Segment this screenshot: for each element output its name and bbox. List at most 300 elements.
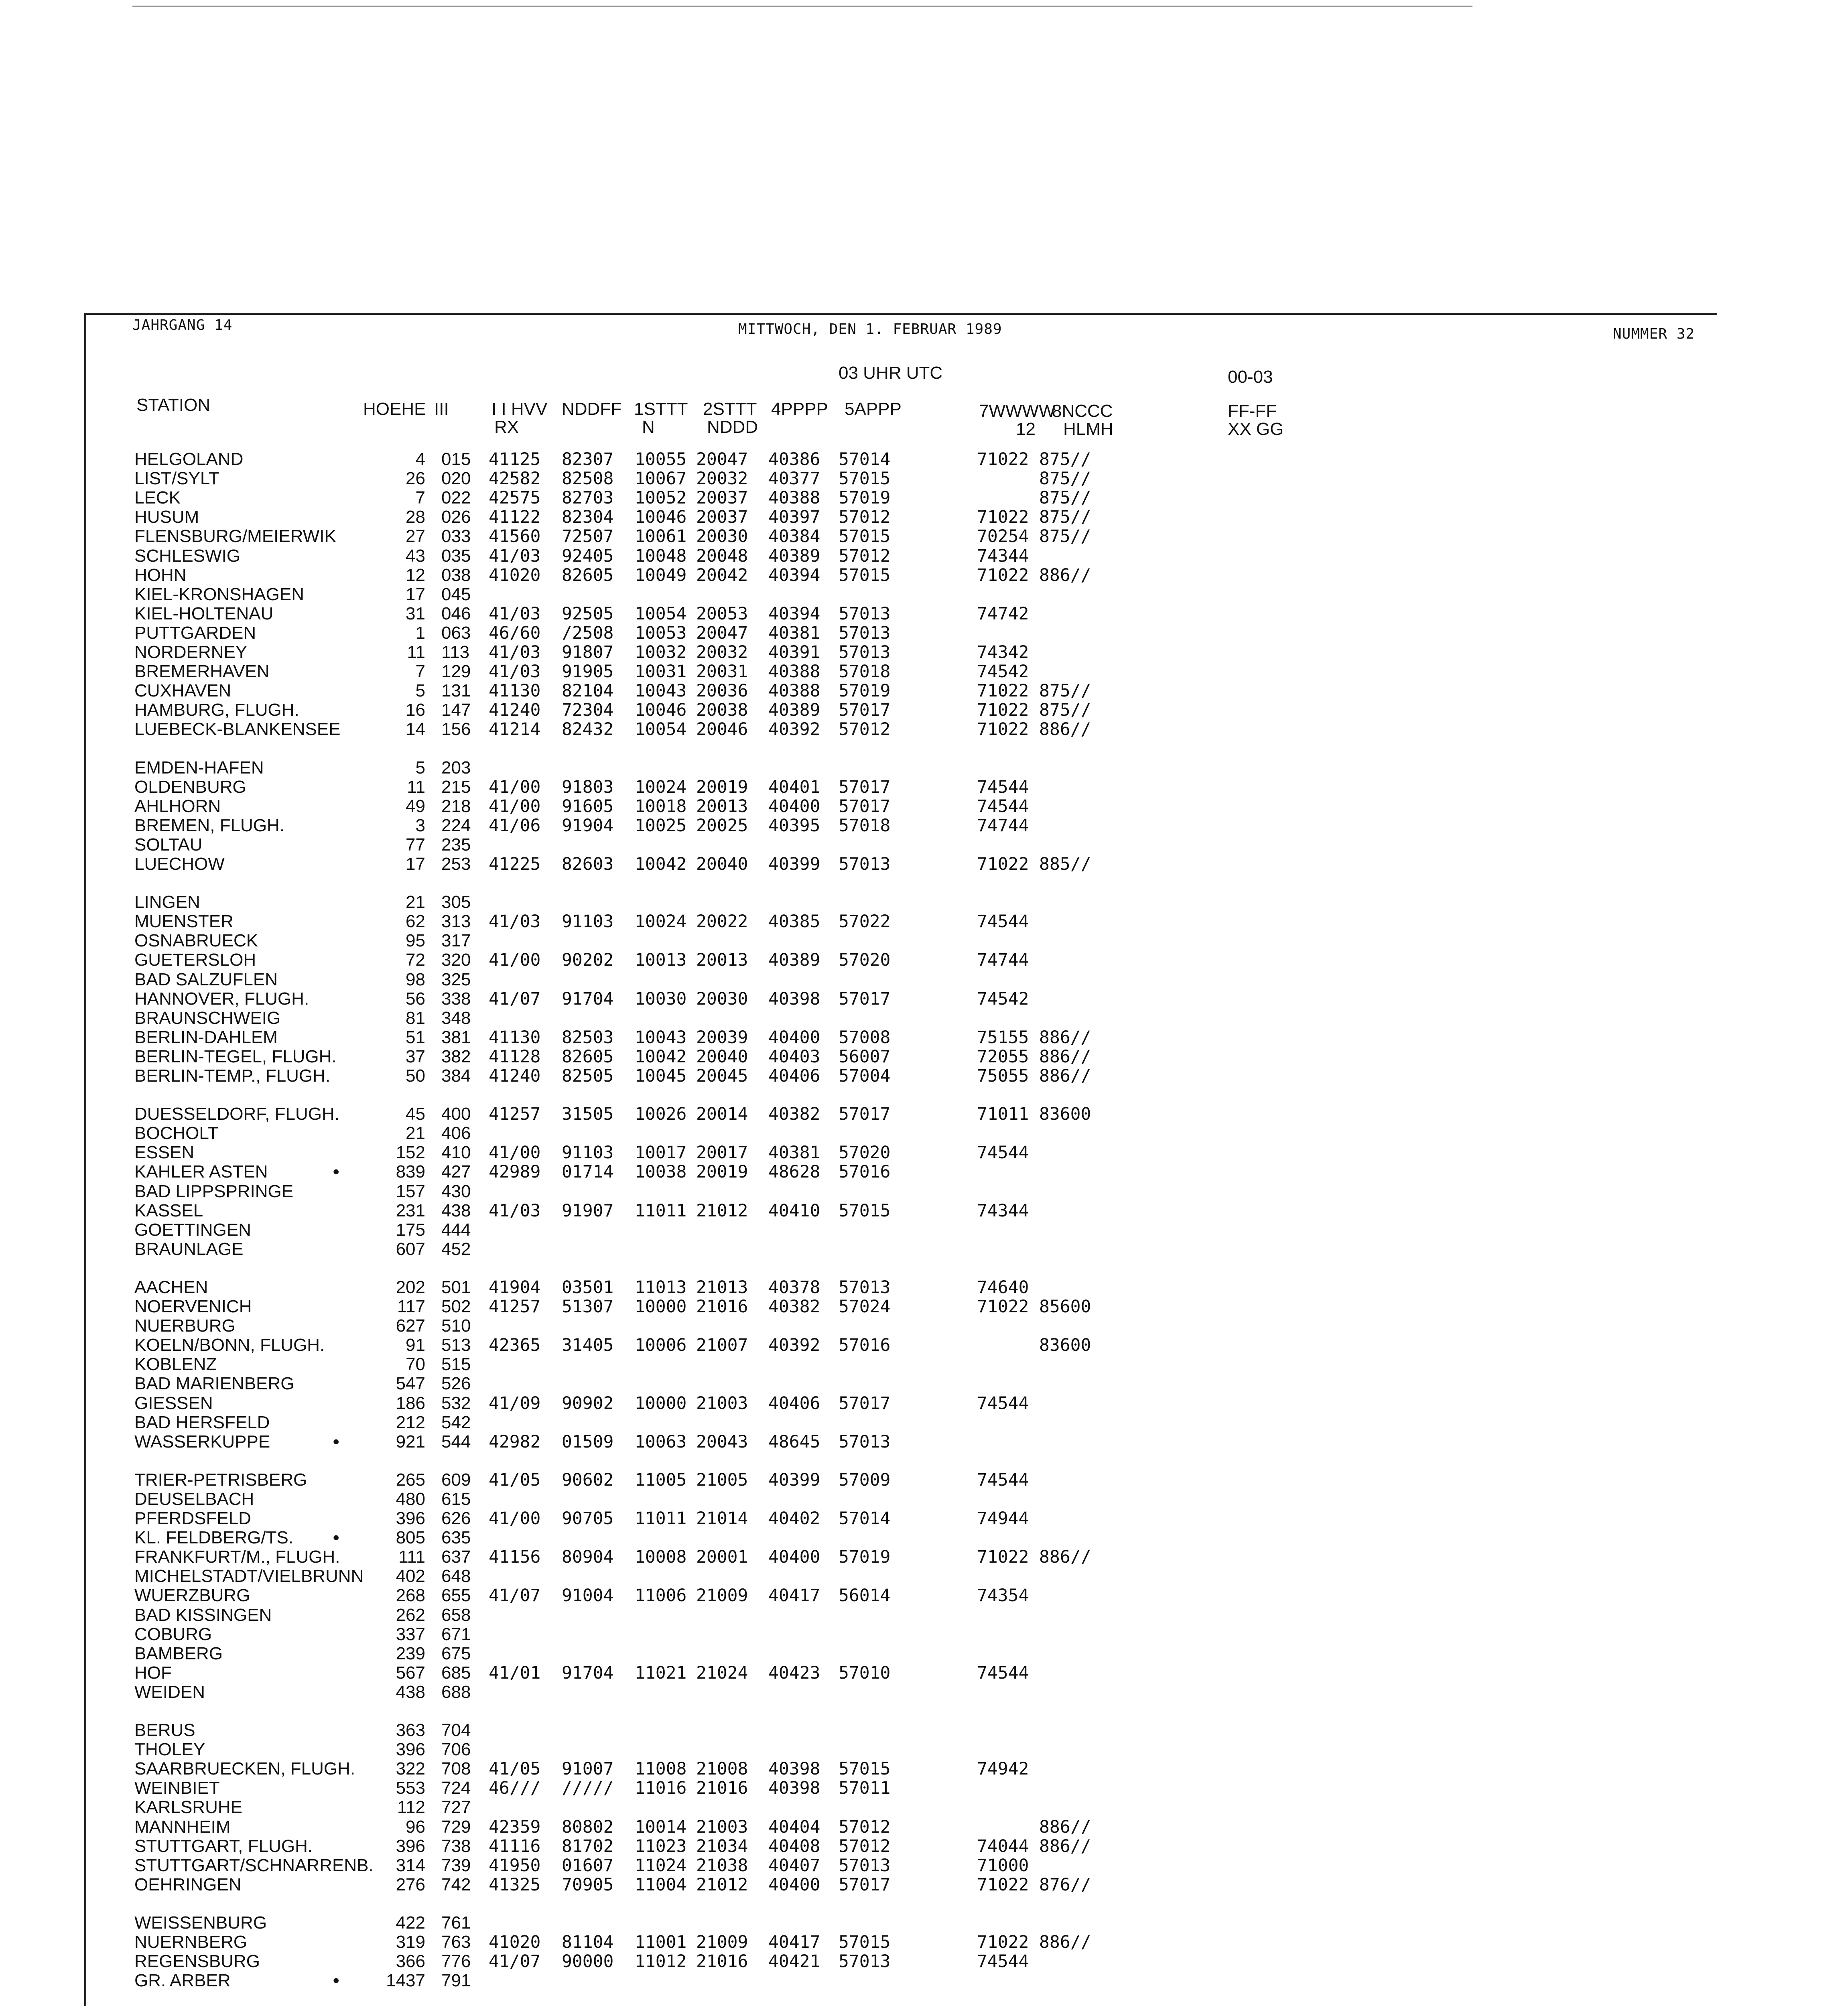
group-5appp: 56007	[839, 1046, 891, 1067]
group-1sttt: 10052	[635, 488, 687, 508]
group-7wwww: 74942	[977, 1759, 1029, 1779]
group-nddff: 90602	[562, 1470, 614, 1490]
station-height: 175	[396, 1220, 425, 1240]
group-4pppp: 40400	[768, 1027, 820, 1048]
station-name: KOELN/BONN, FLUGH.	[134, 1335, 325, 1355]
group-nddff: 31405	[562, 1335, 614, 1356]
group-4pppp: 40392	[768, 1335, 820, 1356]
station-height: 96	[406, 1817, 425, 1837]
station-id: 045	[441, 584, 471, 604]
issue-date: MITTWOCH, DEN 1. FEBRUAR 1989	[738, 321, 1002, 337]
group-2sttt: 20038	[696, 700, 748, 721]
group-nddff: 82104	[562, 681, 614, 701]
group-iihvv: 41/03	[489, 912, 541, 932]
group-2sttt: 21016	[696, 1778, 748, 1799]
station-name: HELGOLAND	[134, 449, 244, 469]
group-7wwww: 71022	[977, 1297, 1029, 1317]
group-1sttt: 10000	[635, 1297, 687, 1317]
group-1sttt: 10053	[635, 623, 687, 643]
station-id: 203	[441, 757, 471, 778]
group-4pppp: 40389	[768, 950, 820, 971]
station-height: 49	[406, 796, 425, 816]
group-2sttt: 20019	[696, 777, 748, 797]
group-iihvv: 41257	[489, 1297, 541, 1317]
group-5appp: 57013	[839, 1951, 891, 1972]
group-4pppp: 40394	[768, 603, 820, 624]
station-name: WASSERKUPPE	[134, 1431, 270, 1452]
group-7wwww: 74544	[977, 1663, 1029, 1683]
station-id: 444	[441, 1220, 471, 1240]
group-8nccc: 875//	[1039, 469, 1091, 489]
station-height: 212	[396, 1412, 425, 1432]
group-5appp: 57022	[839, 912, 891, 932]
group-4pppp: 40391	[768, 642, 820, 662]
group-nddff: 91605	[562, 796, 614, 816]
station-id: 253	[441, 854, 471, 874]
station-height: 239	[396, 1643, 425, 1663]
group-1sttt: 11005	[635, 1470, 687, 1490]
station-name: KOBLENZ	[134, 1354, 217, 1375]
group-iihvv: 46///	[489, 1778, 541, 1799]
station-height: 396	[396, 1836, 425, 1856]
station-name: BERUS	[134, 1720, 195, 1740]
station-name: COBURG	[134, 1624, 212, 1644]
group-7wwww: 75155	[977, 1027, 1029, 1048]
station-height: 117	[397, 1297, 425, 1316]
group-8nccc: 886//	[1039, 1066, 1091, 1086]
group-nddff: 80904	[562, 1547, 614, 1567]
group-8nccc: 875//	[1039, 526, 1091, 547]
group-nddff: 82304	[562, 507, 614, 528]
group-iihvv: 42365	[489, 1335, 541, 1356]
station-height: 95	[406, 931, 425, 951]
group-1sttt: 11024	[635, 1855, 687, 1876]
station-name: KL. FELDBERG/TS.	[134, 1528, 294, 1548]
mountain-station-marker: •	[333, 1431, 339, 1452]
station-name: BAD MARIENBERG	[134, 1374, 294, 1394]
group-iihvv: 41214	[489, 719, 541, 740]
station-name: BAMBERG	[134, 1643, 223, 1663]
station-height: 366	[396, 1951, 425, 1971]
group-1sttt: 10054	[635, 719, 687, 740]
station-height: 98	[406, 969, 425, 989]
group-iihvv: 41/07	[489, 1586, 541, 1606]
group-2sttt: 20037	[696, 488, 748, 508]
col-c3-sub: N	[642, 417, 655, 437]
group-2sttt: 21034	[696, 1836, 748, 1856]
station-name: NUERNBERG	[134, 1932, 248, 1952]
station-height: 1437	[386, 1971, 425, 1991]
group-4pppp: 40377	[768, 469, 820, 489]
station-height: 21	[406, 1123, 425, 1143]
group-5appp: 57017	[839, 700, 891, 721]
group-nddff: 01714	[562, 1162, 614, 1182]
group-4pppp: 40394	[768, 565, 820, 585]
station-name: STUTTGART, FLUGH.	[134, 1836, 313, 1856]
group-2sttt: 20053	[696, 603, 748, 624]
group-iihvv: 41/00	[489, 796, 541, 816]
station-height: 7	[415, 662, 425, 682]
group-5appp: 57013	[839, 642, 891, 662]
observation-time: 03 UHR UTC	[839, 363, 943, 383]
group-nddff: 82432	[562, 719, 614, 740]
group-2sttt: 21012	[696, 1200, 748, 1221]
station-id: 022	[441, 488, 471, 508]
station-name: PUTTGARDEN	[134, 623, 256, 643]
group-4pppp: 40417	[768, 1932, 820, 1952]
station-name: BRAUNLAGE	[134, 1239, 244, 1259]
station-height: 51	[406, 1027, 425, 1047]
station-height: 265	[396, 1470, 425, 1490]
group-7wwww: 74344	[977, 546, 1029, 566]
group-5appp: 57010	[839, 1663, 891, 1683]
group-1sttt: 10030	[635, 989, 687, 1009]
group-1sttt: 10046	[635, 700, 687, 721]
group-iihvv: 41257	[489, 1104, 541, 1125]
group-4pppp: 40384	[768, 526, 820, 547]
station-name: AACHEN	[134, 1277, 208, 1297]
station-id: 685	[441, 1663, 471, 1683]
station-height: 839	[396, 1162, 425, 1182]
station-id: 655	[441, 1586, 471, 1606]
col-hoehe: HOEHE	[363, 399, 426, 419]
group-4pppp: 48628	[768, 1162, 820, 1182]
group-nddff: 70905	[562, 1874, 614, 1895]
group-8nccc: 886//	[1039, 719, 1091, 740]
group-5appp: 57018	[839, 662, 891, 682]
group-nddff: 72304	[562, 700, 614, 721]
group-1sttt: 10067	[635, 469, 687, 489]
group-7wwww: 74044	[977, 1836, 1029, 1856]
group-2sttt: 20048	[696, 546, 748, 566]
group-4pppp: 40406	[768, 1066, 820, 1086]
group-1sttt: 10042	[635, 854, 687, 874]
group-2sttt: 21013	[696, 1277, 748, 1297]
station-id: 400	[441, 1104, 471, 1124]
station-id: 542	[441, 1412, 471, 1432]
station-name: HUSUM	[134, 507, 199, 527]
group-nddff: 91905	[562, 662, 614, 682]
group-1sttt: 11012	[635, 1951, 687, 1972]
group-8nccc: 886//	[1039, 1817, 1091, 1837]
col-iii: III	[434, 399, 449, 419]
station-id: 704	[441, 1720, 471, 1740]
mountain-station-marker: •	[333, 1528, 339, 1548]
station-height: 157	[396, 1181, 425, 1201]
group-4pppp: 40400	[768, 1547, 820, 1567]
group-1sttt: 11004	[635, 1874, 687, 1895]
group-nddff: 91103	[562, 912, 614, 932]
group-2sttt: 20037	[696, 507, 748, 528]
station-id: 501	[441, 1277, 471, 1297]
group-1sttt: 10024	[635, 912, 687, 932]
group-2sttt: 20042	[696, 565, 748, 585]
group-iihvv: 41/03	[489, 1200, 541, 1221]
station-name: BERLIN-TEMP., FLUGH.	[134, 1066, 331, 1086]
station-name: OEHRINGEN	[134, 1874, 242, 1894]
group-7wwww: 71022	[977, 700, 1029, 721]
group-8nccc: 85600	[1039, 1297, 1091, 1317]
group-7wwww: 71022	[977, 719, 1029, 740]
group-4pppp: 40397	[768, 507, 820, 528]
group-5appp: 57012	[839, 507, 891, 528]
station-name: BAD KISSINGEN	[134, 1605, 272, 1625]
station-id: 738	[441, 1836, 471, 1856]
station-name: SOLTAU	[134, 834, 203, 855]
station-id: 156	[441, 719, 471, 739]
station-name: KIEL-HOLTENAU	[134, 603, 274, 623]
station-name: HANNOVER, FLUGH.	[134, 989, 309, 1009]
station-height: 72	[406, 950, 425, 970]
station-id: 046	[441, 603, 471, 623]
group-nddff: 90705	[562, 1509, 614, 1529]
station-name: KASSEL	[134, 1200, 203, 1220]
group-1sttt: 10025	[635, 815, 687, 836]
group-iihvv: 41/09	[489, 1393, 541, 1413]
station-id: 706	[441, 1740, 471, 1760]
group-8nccc: 875//	[1039, 507, 1091, 528]
group-4pppp: 40389	[768, 700, 820, 721]
group-8nccc: 83600	[1039, 1335, 1091, 1356]
group-1sttt: 10008	[635, 1547, 687, 1567]
station-id: 637	[441, 1547, 471, 1567]
station-height: 11	[407, 777, 425, 797]
group-2sttt: 20039	[696, 1027, 748, 1048]
group-5appp: 57013	[839, 1277, 891, 1297]
group-7wwww: 74544	[977, 1143, 1029, 1163]
group-1sttt: 10043	[635, 681, 687, 701]
issue-number: NUMMER 32	[1613, 326, 1695, 342]
group-4pppp: 40381	[768, 623, 820, 643]
mountain-station-marker: •	[333, 1971, 339, 1991]
station-height: 91	[406, 1335, 425, 1355]
group-nddff: /2508	[562, 623, 614, 643]
station-name: EMDEN-HAFEN	[134, 757, 264, 778]
group-5appp: 57013	[839, 1431, 891, 1452]
station-height: 50	[406, 1066, 425, 1086]
group-5appp: 57017	[839, 796, 891, 816]
group-iihvv: 41325	[489, 1874, 541, 1895]
group-4pppp: 40400	[768, 796, 820, 816]
col-c2: NDDFF	[562, 399, 622, 419]
group-nddff: 01509	[562, 1431, 614, 1452]
group-5appp: 57008	[839, 1027, 891, 1048]
group-5appp: 57013	[839, 1855, 891, 1876]
group-2sttt: 21003	[696, 1817, 748, 1837]
group-7wwww: 71022	[977, 1874, 1029, 1895]
group-8nccc: 886//	[1039, 1836, 1091, 1856]
station-height: 337	[396, 1624, 425, 1644]
group-1sttt: 10063	[635, 1431, 687, 1452]
group-4pppp: 40388	[768, 662, 820, 682]
group-8nccc: 886//	[1039, 565, 1091, 585]
station-name: KARLSRUHE	[134, 1797, 242, 1817]
station-height: 70	[406, 1354, 425, 1375]
group-iihvv: 41560	[489, 526, 541, 547]
group-iihvv: 41225	[489, 854, 541, 874]
station-id: 776	[441, 1951, 471, 1971]
group-5appp: 57019	[839, 681, 891, 701]
group-2sttt: 21016	[696, 1951, 748, 1972]
station-name: LECK	[134, 488, 181, 508]
col-station: STATION	[136, 395, 211, 415]
station-height: 56	[406, 989, 425, 1009]
station-id: 033	[441, 526, 471, 546]
group-7wwww: 74744	[977, 950, 1029, 971]
group-5appp: 57015	[839, 526, 891, 547]
group-7wwww: 71022	[977, 1547, 1029, 1567]
group-2sttt: 21007	[696, 1335, 748, 1356]
station-id: 502	[441, 1297, 471, 1316]
group-7wwww: 74544	[977, 1393, 1029, 1413]
group-8nccc: 875//	[1039, 488, 1091, 508]
group-2sttt: 21016	[696, 1297, 748, 1317]
station-height: 5	[415, 681, 425, 701]
station-height: 363	[396, 1720, 425, 1740]
station-id: 724	[441, 1778, 471, 1798]
group-5appp: 57020	[839, 1143, 891, 1163]
group-2sttt: 20040	[696, 1046, 748, 1067]
station-id: 305	[441, 892, 471, 912]
station-name: HAMBURG, FLUGH.	[134, 700, 299, 720]
station-height: 77	[406, 834, 425, 855]
station-name: HOF	[134, 1663, 172, 1683]
station-height: 14	[406, 719, 425, 739]
group-4pppp: 40388	[768, 488, 820, 508]
group-nddff: 82605	[562, 1046, 614, 1067]
group-7wwww: 74744	[977, 815, 1029, 836]
group-nddff: 91807	[562, 642, 614, 662]
group-1sttt: 10031	[635, 662, 687, 682]
station-id: 742	[441, 1874, 471, 1894]
station-height: 480	[396, 1489, 425, 1509]
col-c3: 1STTT	[634, 399, 688, 419]
station-name: MUENSTER	[134, 912, 234, 932]
station-id: 410	[441, 1143, 471, 1163]
group-1sttt: 10032	[635, 642, 687, 662]
station-id: 381	[441, 1027, 471, 1047]
group-4pppp: 40406	[768, 1393, 820, 1413]
station-name: MICHELSTADT/VIELBRUNN	[134, 1566, 364, 1586]
station-height: 17	[406, 584, 425, 604]
group-nddff: 82508	[562, 469, 614, 489]
station-height: 314	[396, 1855, 425, 1875]
group-1sttt: 11016	[635, 1778, 687, 1799]
group-4pppp: 40395	[768, 815, 820, 836]
station-name: LUECHOW	[134, 854, 225, 874]
station-id: 317	[441, 931, 471, 951]
group-4pppp: 40400	[768, 1874, 820, 1895]
group-1sttt: 10038	[635, 1162, 687, 1182]
station-id: 658	[441, 1605, 471, 1625]
group-8nccc: 886//	[1039, 1046, 1091, 1067]
group-1sttt: 10054	[635, 603, 687, 624]
group-2sttt: 20014	[696, 1104, 748, 1125]
group-5appp: 57015	[839, 565, 891, 585]
group-1sttt: 10000	[635, 1393, 687, 1413]
group-2sttt: 20032	[696, 469, 748, 489]
station-name: OSNABRUECK	[134, 931, 258, 951]
station-height: 112	[397, 1797, 425, 1817]
group-nddff: 91907	[562, 1200, 614, 1221]
group-5appp: 57012	[839, 719, 891, 740]
station-name: NORDERNEY	[134, 642, 248, 662]
group-iihvv: 41240	[489, 700, 541, 721]
station-id: 147	[441, 700, 471, 720]
group-nddff: 80802	[562, 1817, 614, 1837]
group-1sttt: 10048	[635, 546, 687, 566]
station-name: GUETERSLOH	[134, 950, 256, 970]
group-1sttt: 11013	[635, 1277, 687, 1297]
group-4pppp: 40404	[768, 1817, 820, 1837]
group-2sttt: 20047	[696, 449, 748, 469]
station-height: 276	[396, 1874, 425, 1894]
station-height: 186	[396, 1393, 425, 1413]
group-5appp: 57015	[839, 469, 891, 489]
group-5appp: 57013	[839, 854, 891, 874]
station-id: 224	[441, 815, 471, 835]
group-7wwww: 74640	[977, 1277, 1029, 1297]
group-iihvv: 41/03	[489, 603, 541, 624]
station-id: 739	[441, 1855, 471, 1875]
group-1sttt: 10042	[635, 1046, 687, 1067]
group-nddff: 90000	[562, 1951, 614, 1972]
group-7wwww: 74354	[977, 1586, 1029, 1606]
group-nddff: 72507	[562, 526, 614, 547]
group-iihvv: 42582	[489, 469, 541, 489]
group-iihvv: 41125	[489, 449, 541, 469]
station-id: 675	[441, 1643, 471, 1663]
group-2sttt: 20045	[696, 1066, 748, 1086]
station-id: 626	[441, 1509, 471, 1528]
group-7wwww: 71022	[977, 681, 1029, 701]
station-id: 544	[441, 1431, 471, 1452]
group-1sttt: 10014	[635, 1817, 687, 1837]
group-7wwww: 71000	[977, 1855, 1029, 1876]
group-2sttt: 21038	[696, 1855, 748, 1876]
group-iihvv: 41116	[489, 1836, 541, 1856]
group-1sttt: 10017	[635, 1143, 687, 1163]
group-nddff: 51307	[562, 1297, 614, 1317]
station-name: LUEBECK-BLANKENSEE	[134, 719, 341, 739]
group-2sttt: 20019	[696, 1162, 748, 1182]
group-nddff: 82703	[562, 488, 614, 508]
group-2sttt: 21008	[696, 1759, 748, 1779]
group-2sttt: 20047	[696, 623, 748, 643]
group-4pppp: 40398	[768, 989, 820, 1009]
group-1sttt: 10018	[635, 796, 687, 816]
group-2sttt: 20040	[696, 854, 748, 874]
station-height: 805	[396, 1528, 425, 1548]
station-id: 035	[441, 546, 471, 566]
station-id: 348	[441, 1008, 471, 1028]
group-7wwww: 74544	[977, 796, 1029, 816]
group-8nccc: 876//	[1039, 1874, 1091, 1895]
group-7wwww: 75055	[977, 1066, 1029, 1086]
col-xx: XX GG	[1228, 419, 1284, 439]
station-name: BAD HERSFELD	[134, 1412, 270, 1432]
group-5appp: 57019	[839, 1547, 891, 1567]
station-id: 532	[441, 1393, 471, 1413]
station-name: OLDENBURG	[134, 777, 246, 797]
station-height: 553	[396, 1778, 425, 1798]
station-name: BERLIN-DAHLEM	[134, 1027, 278, 1047]
station-height: 422	[396, 1913, 425, 1933]
group-iihvv: 41904	[489, 1277, 541, 1297]
group-2sttt: 20031	[696, 662, 748, 682]
group-iihvv: 42359	[489, 1817, 541, 1837]
station-name: GR. ARBER	[134, 1971, 231, 1991]
